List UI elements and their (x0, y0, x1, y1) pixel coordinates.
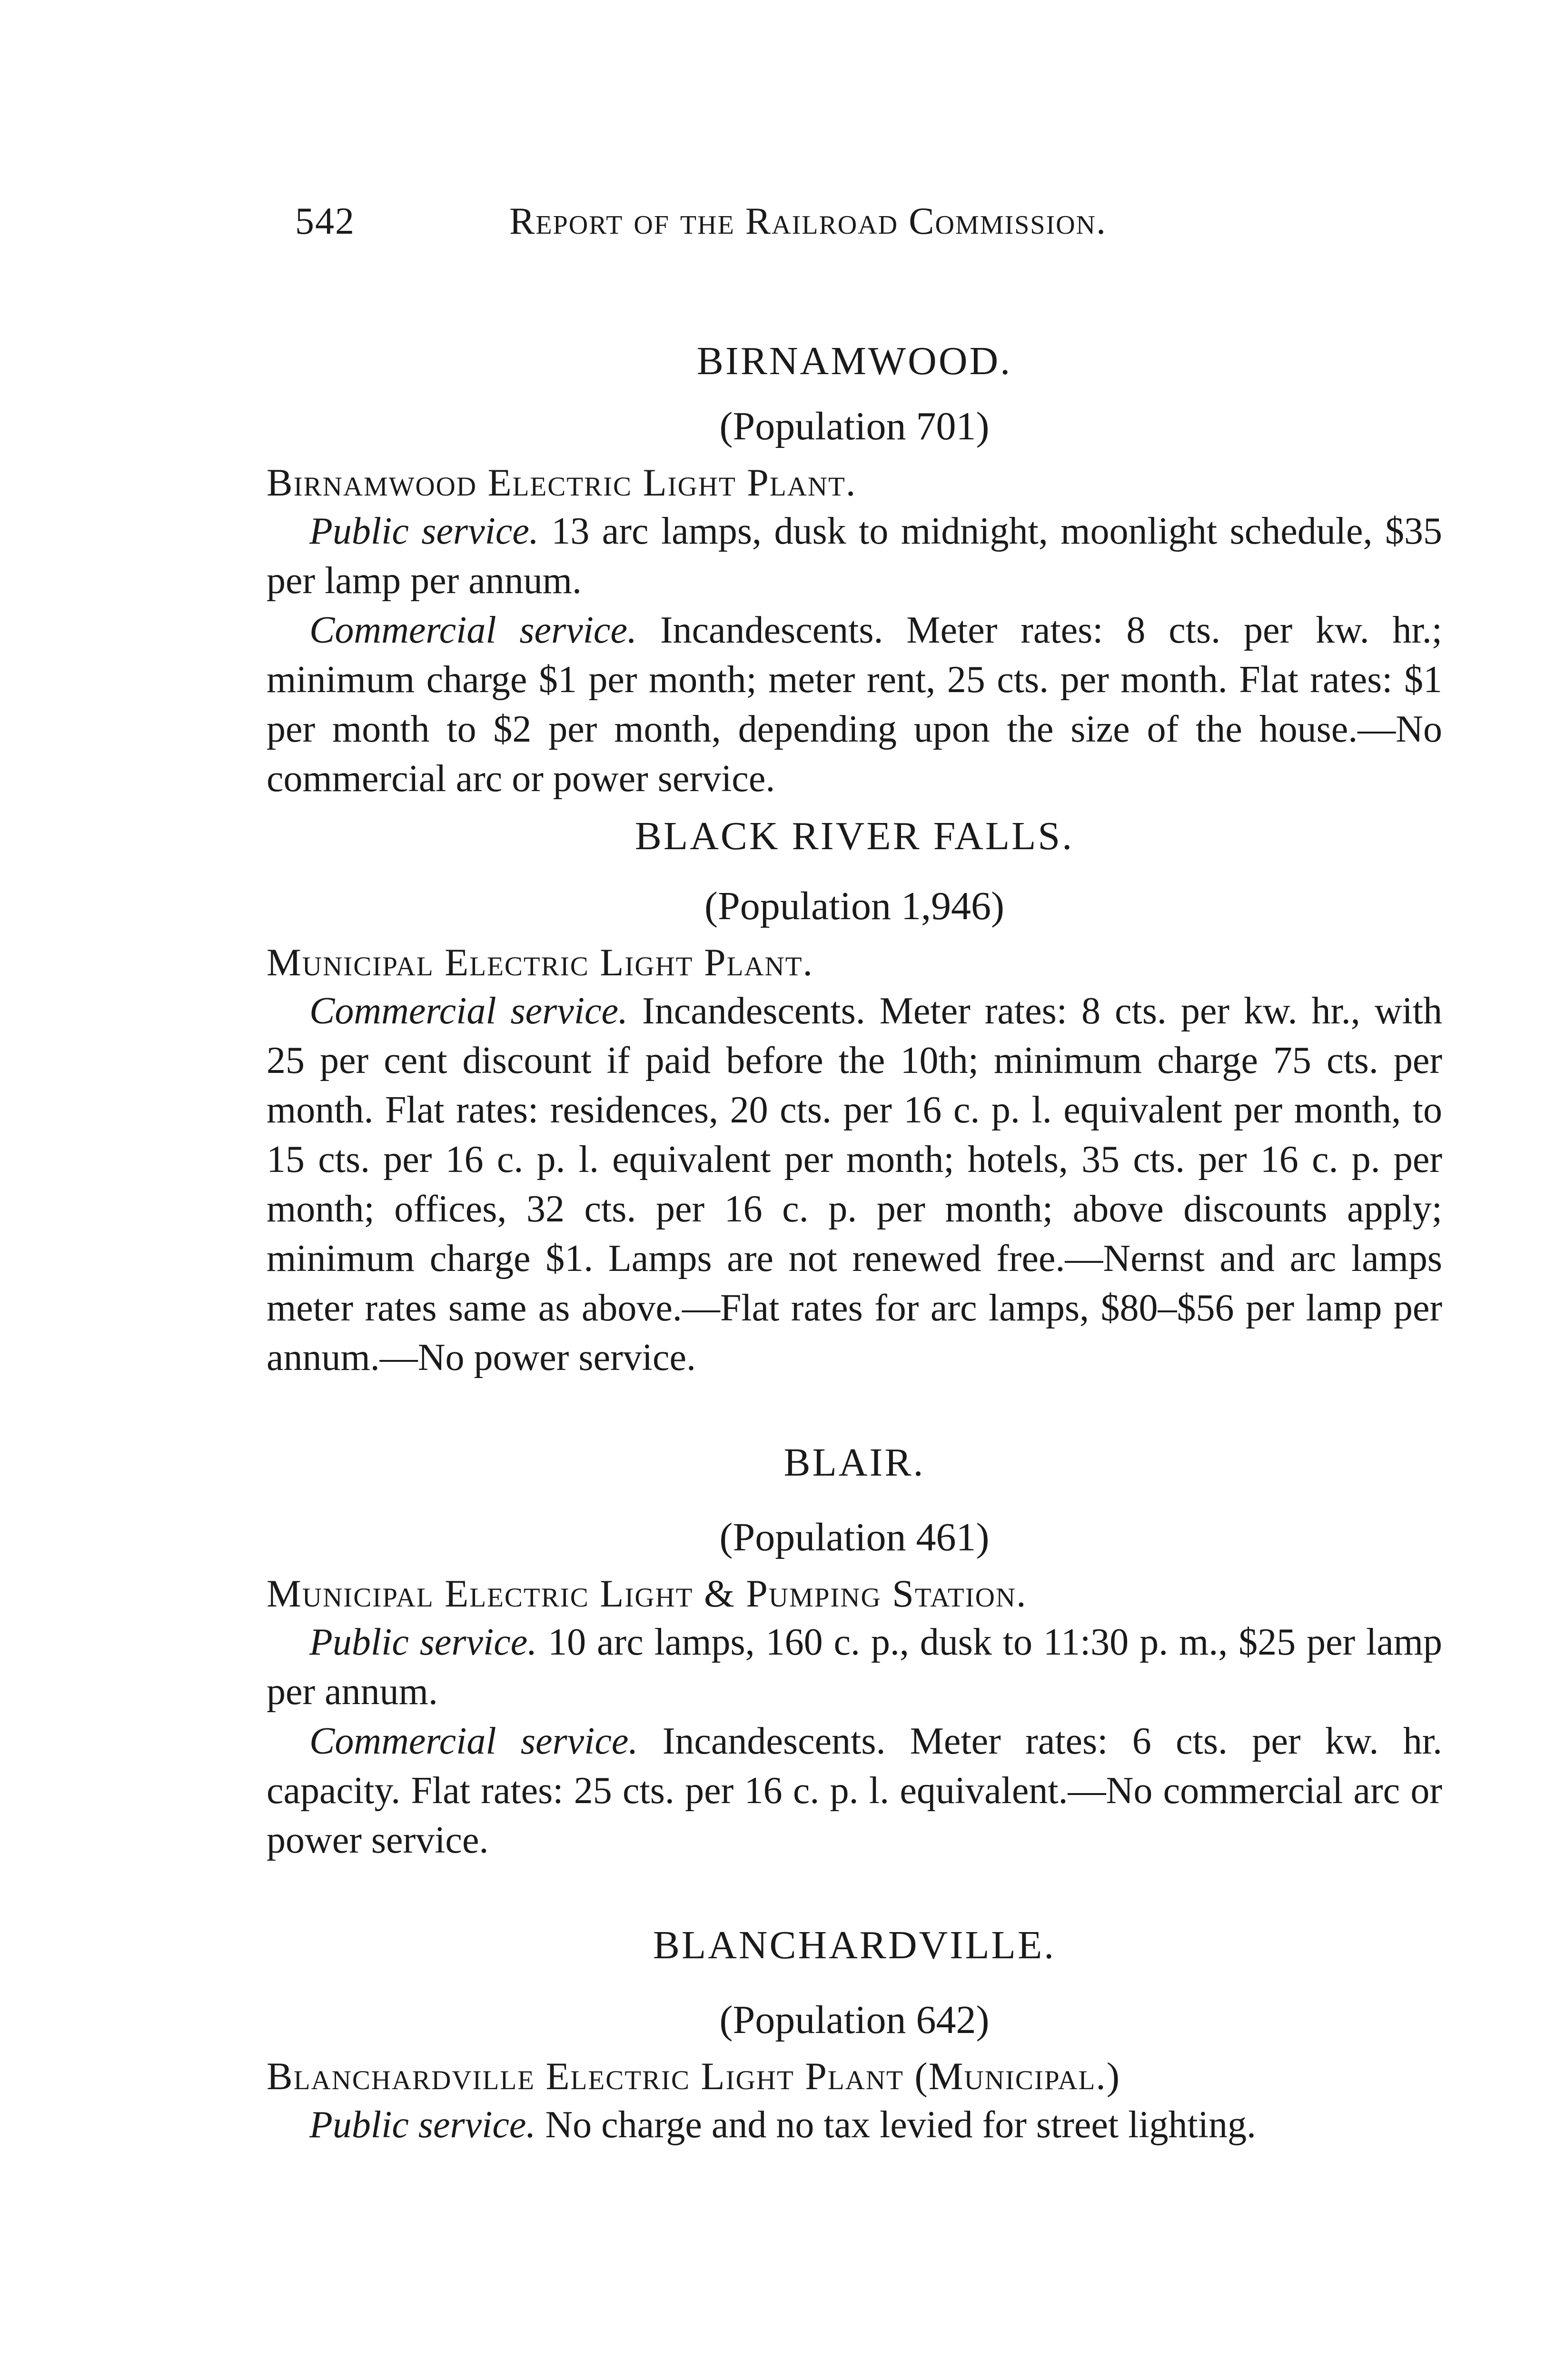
section-black-river-falls (267, 813, 1442, 1382)
service-text: 13 arc lamps, dusk to midnight, moonlight schedule, $35 per lamp per annum. (267, 510, 1442, 602)
population-line: (Population 701) (719, 404, 990, 448)
running-title: Report of the Railroad Commission. (509, 200, 1107, 242)
population-line: (Population 1,946) (704, 884, 1004, 928)
service-type: Commercial service. (309, 1720, 638, 1762)
plant-name: Blanchardville Electric Light Plant (Municipal.) (267, 2054, 1121, 2098)
service-type: Public service. (309, 1621, 537, 1663)
service-paragraph (267, 1716, 1442, 1865)
service-text: No charge and no tax levied for street lighting. (535, 2104, 1256, 2146)
service-type: Commercial service. (309, 990, 628, 1032)
service-paragraph (267, 1617, 1442, 1716)
service-type: Public service. (309, 2104, 536, 2146)
plant-name: Birnamwood Electric Light Plant. (267, 461, 857, 504)
town-heading: BLAIR. (783, 1440, 925, 1485)
service-paragraph (267, 605, 1442, 803)
service-text: Incandescents. Meter rates: 8 cts. per kw. hr.; minimum charge $1 per month; meter rent, 25 cts. per month. Flat rates: $1 per month to $2 per month, depending upon the size of the house.—No commercial arc or power service. (267, 609, 1442, 800)
service-paragraph (267, 986, 1442, 1382)
town-heading: BLANCHARDVILLE. (653, 1923, 1056, 1967)
document-page (267, 200, 1442, 2150)
service-text: Incandescents. Meter rates: 6 cts. per kw. hr. capacity. Flat rates: 25 cts. per 16 c. p. l. equivalent.—No commercial arc or power service. (267, 1720, 1443, 1861)
service-paragraph (267, 2100, 1442, 2150)
plant-name: Municipal Electric Light & Pumping Station. (267, 1572, 1027, 1615)
service-type: Public service. (309, 510, 539, 552)
section-blair (267, 1439, 1442, 1865)
service-type: Commercial service. (309, 609, 637, 651)
population-line: (Population 461) (719, 1515, 990, 1559)
town-heading: BLACK RIVER FALLS. (634, 814, 1074, 858)
section-birnamwood (267, 338, 1442, 803)
service-text: 10 arc lamps, 160 c. p., dusk to 11:30 p. m., $25 per lamp per annum. (267, 1621, 1442, 1713)
plant-name: Municipal Electric Light Plant. (267, 941, 814, 984)
section-blanchardville (267, 1922, 1442, 2150)
population-line: (Population 642) (719, 1998, 990, 2042)
town-heading: BIRNAMWOOD. (696, 339, 1012, 383)
service-paragraph (267, 506, 1442, 605)
service-text: Incandescents. Meter rates: 8 cts. per kw. hr., with 25 per cent discount if paid before the 10th; minimum charge 75 cts. per month. Flat rates: residences, 20 cts. per 16 c. p. l. equivalent per month, to 15 cts. per 16 c. p. l. equivalent per month; hotels, 35 cts. per 16 c. p. per month; offices, 32 cts. per 16 c. p. per month; above discounts apply; minimum charge $1. Lamps are not renewed free.—Nernst and arc lamps meter rates same as above.—Flat rates for arc lamps, $80–$56 per lamp per annum.—No power service. (267, 990, 1442, 1378)
page-number: 542 (295, 200, 355, 242)
running-head (267, 200, 1442, 252)
